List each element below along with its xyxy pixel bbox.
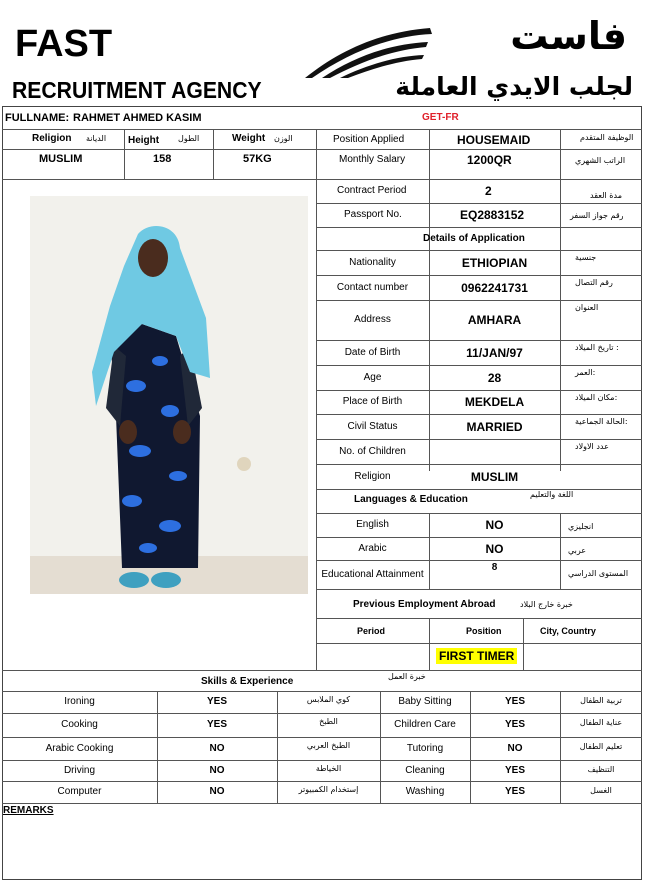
skill-value: YES (504, 696, 525, 707)
skill-label: Tutoring (406, 742, 444, 754)
detail-label-ar: تاريخ الميلاد : (575, 343, 619, 352)
skill-label-ar: كوي الملابس (306, 695, 351, 704)
detail-label: Civil Status (347, 420, 398, 432)
skill-label-ar: عناية الطفال (579, 718, 623, 727)
religion-label: Religion (32, 133, 72, 144)
religion-label-ar: الديانة (86, 134, 107, 143)
agency-ar: لجلب الايدي العاملة (395, 72, 633, 101)
detail-label: Date of Birth (344, 346, 401, 358)
skill-value: NO (507, 742, 523, 754)
skill-value: YES (206, 719, 227, 730)
skill-label: Cleaning (405, 764, 445, 776)
passport-label-ar: رقم جواز السفر (570, 211, 624, 220)
skill-value: NO (209, 764, 225, 776)
detail-label-ar: العمر: (575, 368, 596, 377)
applicant-photo (30, 196, 308, 594)
skill-label-ar: التنظيف (587, 765, 615, 774)
detail-label: Age (363, 371, 382, 383)
detail-label-ar: الحالة الجماعية: (575, 417, 628, 426)
ref-code: GET-FR (422, 112, 459, 123)
passport-value: EQ2883152 (460, 208, 525, 222)
languages-title: Languages & Education (354, 494, 468, 505)
salary-label: Monthly Salary (339, 154, 406, 165)
skill-label-ar: الطبخ (319, 717, 338, 726)
language-label: Educational Attainment (321, 568, 424, 580)
fullname-value: RAHMET AHMED KASIM (73, 112, 202, 124)
height-value: 158 (153, 153, 172, 165)
skill-value: NO (209, 742, 225, 754)
employment-title-ar: خبرة خارج البلاد (520, 600, 573, 609)
languages-title-ar: اللغة والتعليم (530, 490, 574, 499)
weight-value: 57KG (243, 153, 272, 165)
skill-label: Children Care (394, 719, 456, 730)
skill-label: Ironing (64, 696, 95, 707)
salary-value: 1200QR (467, 153, 512, 167)
skill-value: YES (504, 786, 525, 797)
contract-label: Contract Period (337, 185, 407, 196)
brand-en: FAST (15, 23, 113, 65)
detail-value: MARRIED (466, 419, 523, 434)
skill-label-ar: الطبخ العربي (306, 741, 351, 750)
language-label: English (356, 519, 389, 530)
passport-label: Passport No. (344, 209, 402, 220)
skill-label: Baby Sitting (398, 696, 452, 707)
skill-label-ar: الخياطة (315, 764, 342, 773)
language-label: Arabic (358, 542, 387, 554)
emp-period-label: Period (357, 626, 386, 636)
detail-value: ETHIOPIAN (461, 255, 528, 270)
skill-label: Arabic Cooking (45, 742, 114, 754)
skills-title-ar: خبرة العمل (388, 672, 426, 681)
detail-value: 11/JAN/97 (466, 345, 523, 360)
language-value: 8 (491, 562, 498, 573)
language-label-ar: المستوى الدراسي (568, 569, 629, 578)
contract-label-ar: مدة العقد (590, 191, 622, 200)
skill-value: YES (206, 696, 227, 707)
detail-label: Contact number (336, 281, 409, 293)
detail-label-ar: رقم التصال (575, 278, 613, 287)
skill-value: YES (504, 764, 525, 776)
detail-label: Place of Birth (342, 396, 403, 407)
height-label-ar: الطول (178, 134, 200, 143)
skill-label-ar: تربية الطفال (580, 696, 622, 705)
position-label-ar: الوظيفة المتقدم (580, 133, 634, 142)
emp-city-label: City, Country (540, 626, 596, 636)
skill-label-ar: تعليم الطفال (579, 742, 623, 751)
language-value: NO (485, 518, 504, 532)
detail-label-ar: العنوان (575, 303, 599, 312)
detail-value: MEKDELA (464, 395, 525, 409)
first-timer-badge: FIRST TIMER (436, 648, 517, 664)
detail-value: 0962241731 (461, 280, 528, 295)
height-label: Height (128, 135, 160, 146)
language-label-ar: عربي (568, 546, 587, 555)
detail-label: Nationality (349, 256, 396, 268)
detail-label: Religion (354, 470, 391, 482)
skill-label-ar: الغسل (590, 786, 612, 795)
skill-label: Washing (405, 786, 445, 797)
detail-label-ar: عدد الاولاد (575, 442, 609, 451)
agency-en: RECRUITMENT AGENCY (12, 77, 262, 103)
detail-label: No. of Children (339, 445, 406, 457)
language-label-ar: انجليزي (568, 522, 594, 531)
position-value: HOUSEMAID (457, 133, 531, 147)
detail-label: Address (354, 314, 391, 325)
skill-label-ar: إستخدام الكمبيوتر (298, 785, 359, 794)
fullname-label: FULLNAME: (5, 112, 70, 124)
contract-value: 2 (485, 184, 492, 198)
skill-label: Cooking (61, 719, 98, 730)
weight-label-ar: الوزن (274, 134, 293, 143)
detail-value: 28 (487, 370, 502, 385)
skills-title: Skills & Experience (201, 676, 294, 687)
employment-title: Previous Employment Abroad (353, 599, 496, 610)
detail-label-ar: جنسية (575, 253, 597, 262)
detail-value: MUSLIM (470, 469, 519, 484)
detail-label-ar: مكان الميلاد: (575, 393, 618, 402)
position-label: Position Applied (333, 134, 405, 145)
details-title: Details of Application (423, 233, 525, 244)
detail-value: AMHARA (467, 313, 522, 327)
remarks-label: REMARKS (3, 805, 54, 816)
skill-label: Computer (57, 786, 102, 797)
skill-value: YES (504, 719, 525, 730)
salary-label-ar: الراتب الشهري (575, 156, 626, 165)
religion-value: MUSLIM (39, 153, 83, 165)
brand-ar: فاست (510, 14, 627, 58)
language-value: NO (485, 541, 504, 556)
weight-label: Weight (232, 133, 266, 144)
skill-value: NO (209, 786, 225, 797)
emp-position-label: Position (466, 626, 502, 636)
skill-label: Driving (63, 764, 96, 776)
